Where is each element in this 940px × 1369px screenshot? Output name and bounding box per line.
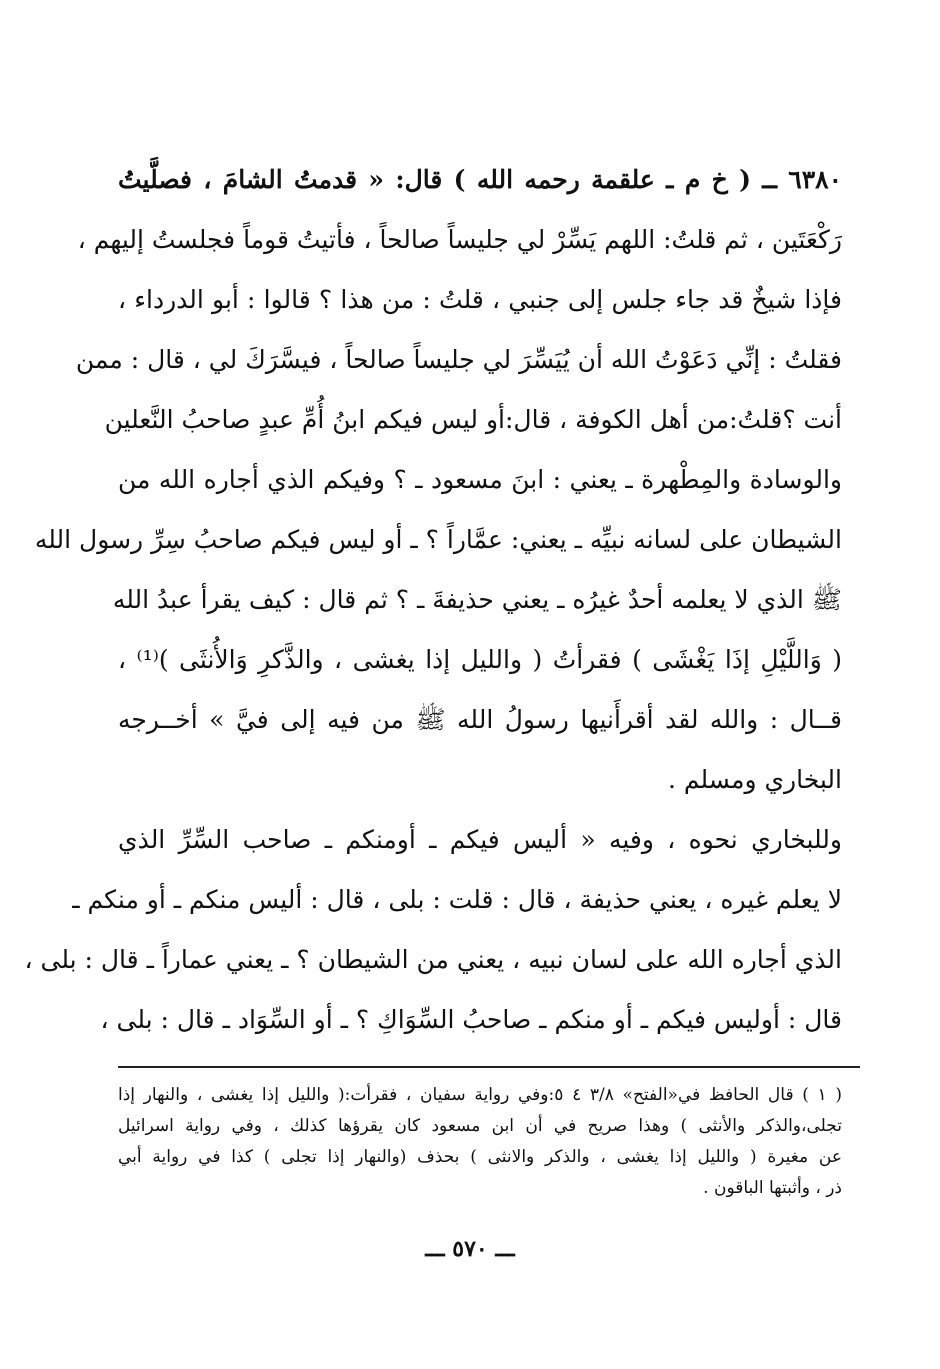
text-line: ﷺ الذي لا يعلمه أحدٌ غيرُه ـ يعني حذيفةَ ـ ؟ ثم قال : كيف يقرأ عبدُ الله [112,585,842,614]
footnote-divider [118,1066,860,1068]
text-line: لا يعلم غيره ، يعني حذيفة ، قال : قلت : بلى ، قال : أليس منكم ـ أو منكم ـ [72,885,842,914]
text-line: البخاري ومسلم . [667,765,842,794]
text-line: ٦٣٨٠ ــ ( خ م ـ علقمة رحمه الله ) قال: « قدمتُ الشامَ ، فصلَّيتُ [118,165,842,194]
text-line: ( وَاللَّيْلِ إذَا يَغْشَى ) فقرأتُ ( والليل إذا يغشى ، والذَّكرِ وَالأُنثَى )⁽¹⁾ ، [118,645,842,674]
text-line: وللبخاري نحوه ، وفيه « أليس فيكم ـ أومنكم ـ صاحب السِّرِّ الذي [118,825,842,854]
text-line: فقلتُ : إنِّي دَعَوْتُ الله أن يُيَسِّرَ لي جليساً صالحاً ، فيسَّرَكَ لي ، قال : ممن [75,345,842,374]
footnote [118,1080,842,1204]
footnote-line: ذر ، وأثبتها الباقون . [703,1178,842,1198]
footnote-line: عن مغيرة ( والليل إذا يغشى ، والذكر والانثى ) بحذف (والنهار إذا تجلى ) كذا في رواية أبي [118,1147,842,1167]
text-line: قال : أوليس فيكم ـ أو منكم ـ صاحبُ السِّوَاكِ ؟ ـ أو السِّوَاد ـ قال : بلى ، [100,1005,842,1034]
footnote-line: ( ١ ) قال الحافظ في«الفتح» ٣/٨ ٤ ٥:وفي رواية سفيان ، فقرأت:( والليل إذا يغشى ، والنهار إذا [118,1085,842,1105]
page-number: ـــ ٥٧٠ ـــ [425,1236,515,1262]
text-line: والوسادة والمِطْهرة ـ يعني : ابنَ مسعود ـ ؟ وفيكم الذي أجاره الله من [118,465,842,494]
text-line: رَكْعَتَين ، ثم قلتُ: اللهم يَسِّرْ لي جليساً صالحاً ، فأتيتُ قوماً فجلستُ إليهم ، [77,225,842,254]
text-line: أنت ؟قلتُ:من أهل الكوفة ، قال:أو ليس فيكم ابنُ أُمِّ عبدٍ صاحبُ النَّعلين [104,405,842,434]
text-line: فإذا شيخٌ قد جاء جلس إلى جنبي ، قلتُ : من هذا ؟ قالوا : أبو الدرداء ، [118,285,842,314]
footnote-line: تجلى،والذكر والأنثى ) وهذا صريح في أن ابن مسعود كان يقرؤها كذلك ، وفي رواية اسرائيل [118,1116,842,1136]
text-line: الشيطان على لسانه نبيِّه ـ يعني: عمَّاراً ؟ ـ أو ليس فيكم صاحبُ سِرِّ رسول الله [34,525,842,554]
text-line: قــال : والله لقد أقرأَنيها رسولُ الله ﷺ من فيه إلى فيَّ » أخــرجه [118,705,842,734]
text-line: الذي أجاره الله على لسان نبيه ، يعني من الشيطان ؟ ـ يعني عماراً ـ قال : بلى ، [24,945,842,974]
hadith-paragraph [34,150,842,810]
commentary-paragraph [24,810,842,1050]
